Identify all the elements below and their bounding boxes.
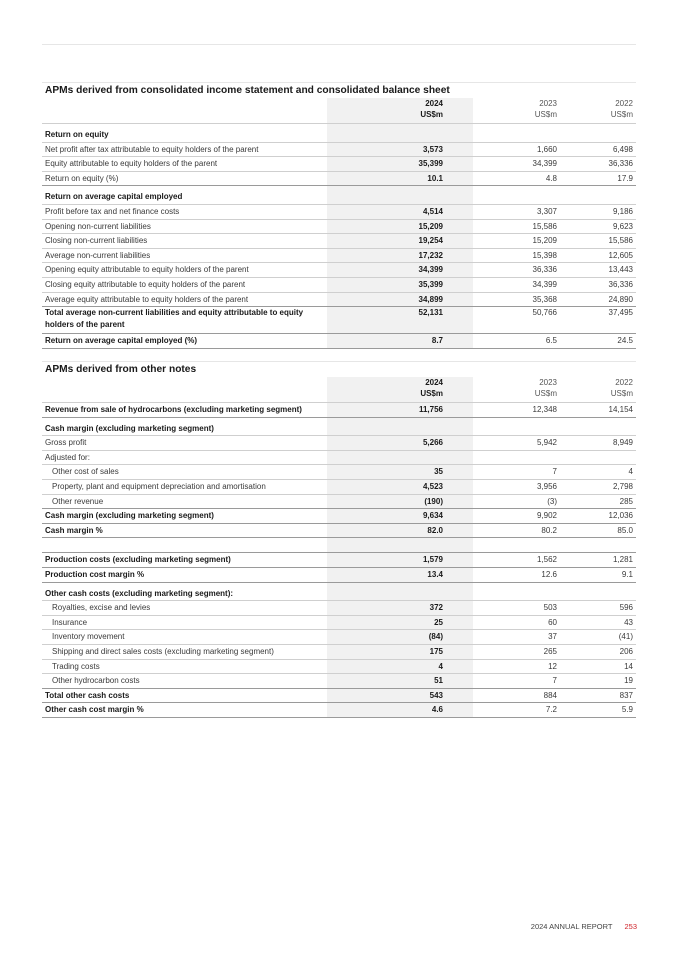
page-number: 253 [624,922,637,931]
table-row: Production cost margin % 13.4 12.6 9.1 [42,567,636,582]
table-row: Other cost of sales 35 7 4 [42,465,636,480]
table-header-row [42,377,636,403]
table-row: Equity attributable to equity holders of the parent 35,399 34,399 36,336 [42,157,636,172]
table-row: Shipping and direct sales costs (excluding marketing segment) 175 265 206 [42,644,636,659]
page-footer [531,922,637,931]
table-row: Total average non-current liabilities and equity attributable to equity holders of the parent 52,131 50,766 37,495 [42,307,636,334]
table-row: Opening equity attributable to equity holders of the parent 34,399 36,336 13,443 [42,263,636,278]
header-2023: 2023 US$m [473,98,560,124]
group-heading-row: Other cash costs (excluding marketing segment): [42,582,636,601]
table-row: Opening non-current liabilities 15,209 15,586 9,623 [42,219,636,234]
table-row: Closing non-current liabilities 19,254 15,209 15,586 [42,234,636,249]
section-title: APMs derived from other notes [42,361,636,377]
apm-table-2 [42,377,636,718]
report-name: 2024 ANNUAL REPORT [530,922,613,931]
spacer-row [42,538,636,553]
table-row: Trading costs 4 12 14 [42,659,636,674]
section-income-balance [42,82,636,349]
group-heading-row: Cash margin (excluding marketing segment) [42,417,636,436]
table-row: Other cash cost margin % 4.6 7.2 5.9 [42,703,636,718]
table-row: Production costs (excluding marketing segment) 1,579 1,562 1,281 [42,553,636,568]
table-row: Inventory movement (84) 37 (41) [42,630,636,645]
header-2022: 2022 US$m [560,377,636,403]
table-row: Average equity attributable to equity holders of the parent 34,899 35,368 24,890 [42,292,636,307]
table-row: Royalties, excise and levies 372 503 596 [42,601,636,616]
table-row: Net profit after tax attributable to equity holders of the parent 3,573 1,660 6,498 [42,142,636,157]
table-row: Adjusted for: [42,450,636,465]
header-label-cell [42,98,327,124]
table-row: Average non-current liabilities 17,232 15,398 12,605 [42,248,636,263]
header-label-cell [42,377,327,403]
group-heading-row: Return on equity [42,124,636,143]
section-other-notes [42,361,636,718]
table-row: Total other cash costs 543 884 837 [42,688,636,703]
apm-table-1 [42,98,636,349]
table-row: Insurance 25 60 43 [42,615,636,630]
table-row: Property, plant and equipment depreciation and amortisation 4,523 3,956 2,798 [42,479,636,494]
header-2022: 2022 US$m [560,98,636,124]
table-row: Gross profit 5,266 5,942 8,949 [42,436,636,451]
table-row: Closing equity attributable to equity holders of the parent 35,399 34,399 36,336 [42,277,636,292]
table-row: Return on equity (%) 10.1 4.8 17.9 [42,171,636,186]
table-row: Return on average capital employed (%) 8.7 6.5 24.5 [42,334,636,349]
group-heading-row: Return on average capital employed [42,186,636,205]
table-row: Revenue from sale of hydrocarbons (excluding marketing segment) 11,756 12,348 14,154 [42,403,636,418]
table-row: Cash margin (excluding marketing segment) 9,634 9,902 12,036 [42,509,636,524]
table-row: Other revenue (190) (3) 285 [42,494,636,509]
table-header-row [42,98,636,124]
header-2024: 2024 US$m [327,377,473,403]
table-row: Cash margin % 82.0 80.2 85.0 [42,523,636,538]
header-2024: 2024 US$m [327,98,473,124]
section-title: APMs derived from consolidated income statement and consolidated balance sheet [42,82,636,98]
header-2023: 2023 US$m [473,377,560,403]
table-row: Profit before tax and net finance costs 4,514 3,307 9,186 [42,204,636,219]
top-rule [42,44,636,45]
table-row: Other hydrocarbon costs 51 7 19 [42,674,636,689]
